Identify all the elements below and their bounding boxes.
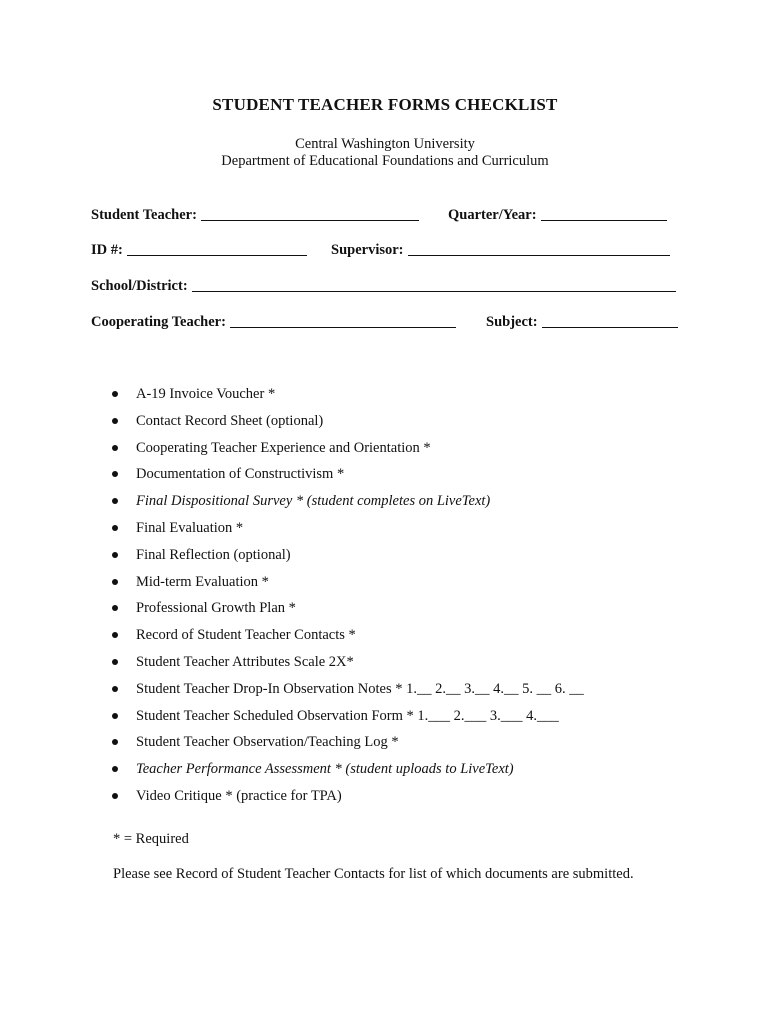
- supervisor-blank[interactable]: [408, 254, 670, 256]
- forms-checklist: [112, 384, 584, 813]
- supervisor-label: Supervisor:: [331, 242, 404, 258]
- school-district-field: [91, 278, 676, 295]
- bullet-icon: [112, 713, 118, 719]
- bullet-icon: [112, 659, 118, 665]
- checklist-item: [112, 759, 584, 786]
- checklist-item-label: Teacher Performance Assessment * (student uploads to LiveText): [136, 761, 514, 778]
- student-teacher-blank[interactable]: [201, 219, 419, 221]
- bullet-icon: [112, 793, 118, 799]
- checklist-item-label: Record of Student Teacher Contacts *: [136, 627, 356, 644]
- bullet-icon: [112, 766, 118, 772]
- quarter-year-field: [448, 207, 667, 224]
- checklist-item-label: Student Teacher Drop-In Observation Notes * 1.__ 2.__ 3.__ 4.__ 5. __ 6. __: [136, 680, 584, 697]
- checklist-item-label: Professional Growth Plan *: [136, 600, 296, 617]
- bullet-icon: [112, 418, 118, 424]
- checklist-item: [112, 518, 584, 545]
- checklist-item: [112, 706, 584, 733]
- checklist-item-label: Video Critique * (practice for TPA): [136, 787, 342, 804]
- required-note: * = Required: [113, 831, 189, 847]
- checklist-item: [112, 679, 584, 706]
- checklist-item: [112, 786, 584, 813]
- school-district-blank[interactable]: [192, 290, 676, 292]
- subject-field: [486, 314, 678, 331]
- subject-label: Subject:: [486, 314, 538, 330]
- checklist-item-label: Student Teacher Attributes Scale 2X*: [136, 653, 354, 670]
- cooperating-teacher-field: [91, 314, 456, 331]
- page-title: STUDENT TEACHER FORMS CHECKLIST: [212, 95, 558, 114]
- checklist-item: [112, 491, 584, 518]
- bullet-icon: [112, 445, 118, 451]
- bullet-icon: [112, 552, 118, 558]
- bullet-icon: [112, 605, 118, 611]
- id-blank[interactable]: [127, 254, 307, 256]
- checklist-item: [112, 572, 584, 599]
- checklist-item: [112, 732, 584, 759]
- checklist-item: [112, 411, 584, 438]
- bullet-icon: [112, 632, 118, 638]
- student-teacher-label: Student Teacher:: [91, 207, 197, 223]
- instructions-note: Please see Record of Student Teacher Contacts for list of which documents are submitted.: [113, 866, 634, 882]
- university-name: Central Washington University: [295, 136, 475, 152]
- school-district-label: School/District:: [91, 278, 188, 294]
- checklist-item: [112, 438, 584, 465]
- bullet-icon: [112, 686, 118, 692]
- checklist-item-label: Contact Record Sheet (optional): [136, 412, 324, 429]
- bullet-icon: [112, 579, 118, 585]
- checklist-item: [112, 464, 584, 491]
- checklist-item: [112, 652, 584, 679]
- id-label: ID #:: [91, 242, 123, 258]
- id-field: [91, 242, 307, 259]
- checklist-item-label: Final Evaluation *: [136, 519, 244, 536]
- bullet-icon: [112, 471, 118, 477]
- checklist-item-label: Mid-term Evaluation *: [136, 573, 269, 590]
- checklist-item-label: Student Teacher Scheduled Observation Form * 1.___ 2.___ 3.___ 4.___: [136, 707, 559, 724]
- cooperating-teacher-blank[interactable]: [230, 326, 456, 328]
- cooperating-teacher-label: Cooperating Teacher:: [91, 314, 226, 330]
- checklist-item: [112, 598, 584, 625]
- student-teacher-field: [91, 207, 419, 224]
- department-name: Department of Educational Foundations and Curriculum: [221, 153, 549, 169]
- quarter-year-label: Quarter/Year:: [448, 207, 537, 223]
- checklist-item-label: Final Reflection (optional): [136, 546, 291, 563]
- checklist-item-label: Cooperating Teacher Experience and Orientation *: [136, 439, 431, 456]
- supervisor-field: [331, 242, 670, 259]
- checklist-item: [112, 625, 584, 652]
- bullet-icon: [112, 498, 118, 504]
- checklist-item: [112, 384, 584, 411]
- bullet-icon: [112, 739, 118, 745]
- checklist-item-label: Student Teacher Observation/Teaching Log *: [136, 734, 399, 751]
- bullet-icon: [112, 525, 118, 531]
- quarter-year-blank[interactable]: [541, 219, 667, 221]
- bullet-icon: [112, 391, 118, 397]
- checklist-item: [112, 545, 584, 572]
- checklist-item-label: A-19 Invoice Voucher *: [136, 386, 276, 402]
- checklist-item-label: Final Dispositional Survey * (student completes on LiveText): [136, 493, 491, 510]
- checklist-item-label: Documentation of Constructivism *: [136, 466, 345, 483]
- subject-blank[interactable]: [542, 326, 678, 328]
